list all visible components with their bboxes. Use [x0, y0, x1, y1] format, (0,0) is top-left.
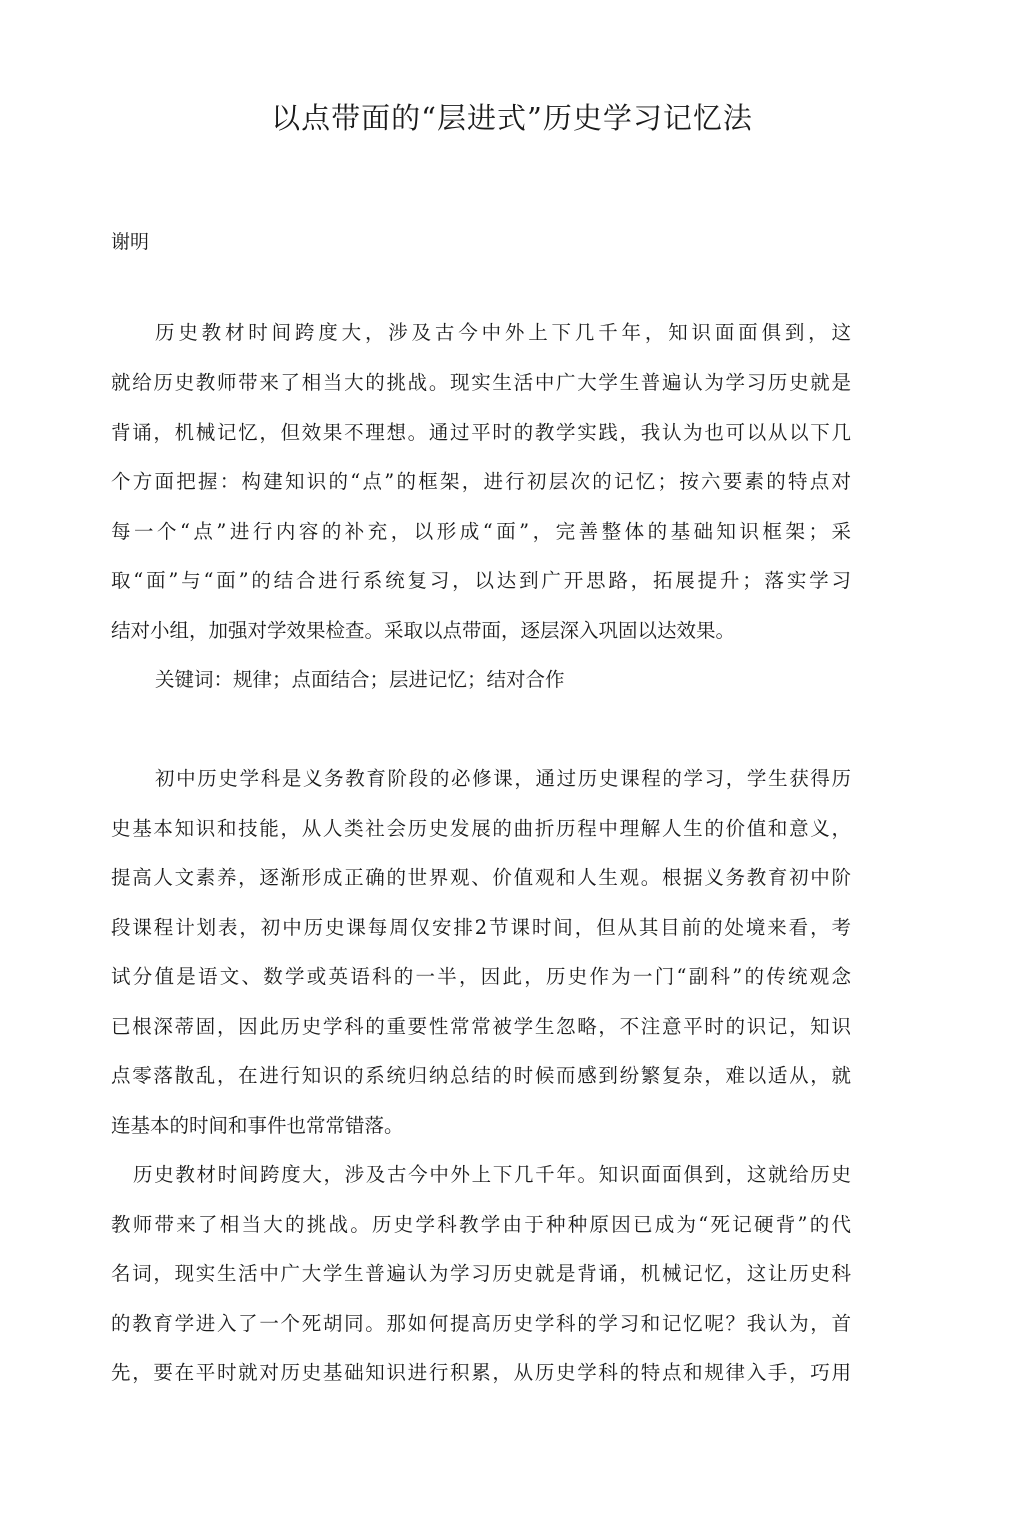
- body-line: 连基本的时间和事件也常常错落。: [111, 1114, 404, 1137]
- body-line: 段课程计划表，初中历史课每周仅安排2节课时间，但从其目前的处境来看，考: [111, 916, 851, 939]
- abstract-line: 就给历史教师带来了相当大的挑战。现实生活中广大学生普遍认为学习历史就是: [111, 371, 851, 394]
- keywords-line: 关键词：规律；点面结合；层进记忆；结对合作: [155, 668, 565, 691]
- body-line: 史基本知识和技能，从人类社会历史发展的曲折历程中理解人生的价值和意义，: [111, 817, 851, 840]
- abstract-line: 取“面”与“面”的结合进行系统复习，以达到广开思路，拓展提升；落实学习: [111, 569, 851, 592]
- body-line: 先，要在平时就对历史基础知识进行积累，从历史学科的特点和规律入手，巧用: [111, 1361, 851, 1384]
- body-line: 提高人文素养，逐渐形成正确的世界观、价值观和人生观。根据义务教育初中阶: [111, 866, 851, 889]
- abstract-line: 背诵，机械记忆，但效果不理想。通过平时的教学实践，我认为也可以从以下几: [111, 421, 851, 444]
- author-name: 谢明: [111, 231, 150, 253]
- abstract-line: 个方面把握：构建知识的“点”的框架，进行初层次的记忆；按六要素的特点对: [111, 470, 851, 493]
- body-line: 点零落散乱，在进行知识的系统归纳总结的时候而感到纷繁复杂，难以适从，就: [111, 1064, 851, 1087]
- document-title: 以点带面的“层进式”历史学习记忆法: [271, 101, 753, 135]
- abstract-line: 历史教材时间跨度大，涉及古今中外上下几千年，知识面面俱到，这: [155, 321, 851, 344]
- body-line: 名词，现实生活中广大学生普遍认为学习历史就是背诵，机械记忆，这让历史科: [111, 1262, 851, 1285]
- body-line: 的教育学进入了一个死胡同。那如何提高历史学科的学习和记忆呢？我认为，首: [111, 1312, 851, 1335]
- body-line: 试分值是语文、数学或英语科的一半，因此，历史作为一门“副科”的传统观念: [111, 965, 851, 988]
- body-line: 已根深蒂固，因此历史学科的重要性常常被学生忽略，不注意平时的识记，知识: [111, 1015, 851, 1038]
- abstract-line: 结对小组，加强对学效果检查。采取以点带面，逐层深入巩固以达效果。: [111, 619, 736, 642]
- body-line: 历史教材时间跨度大，涉及古今中外上下几千年。知识面面俱到，这就给历史: [133, 1163, 851, 1186]
- body-line: 教师带来了相当大的挑战。历史学科教学由于种种原因已成为“死记硬背”的代: [111, 1213, 851, 1236]
- body-line: 初中历史学科是义务教育阶段的必修课，通过历史课程的学习，学生获得历: [155, 767, 851, 790]
- abstract-line: 每一个“点”进行内容的补充，以形成“面”，完善整体的基础知识框架；采: [111, 520, 851, 543]
